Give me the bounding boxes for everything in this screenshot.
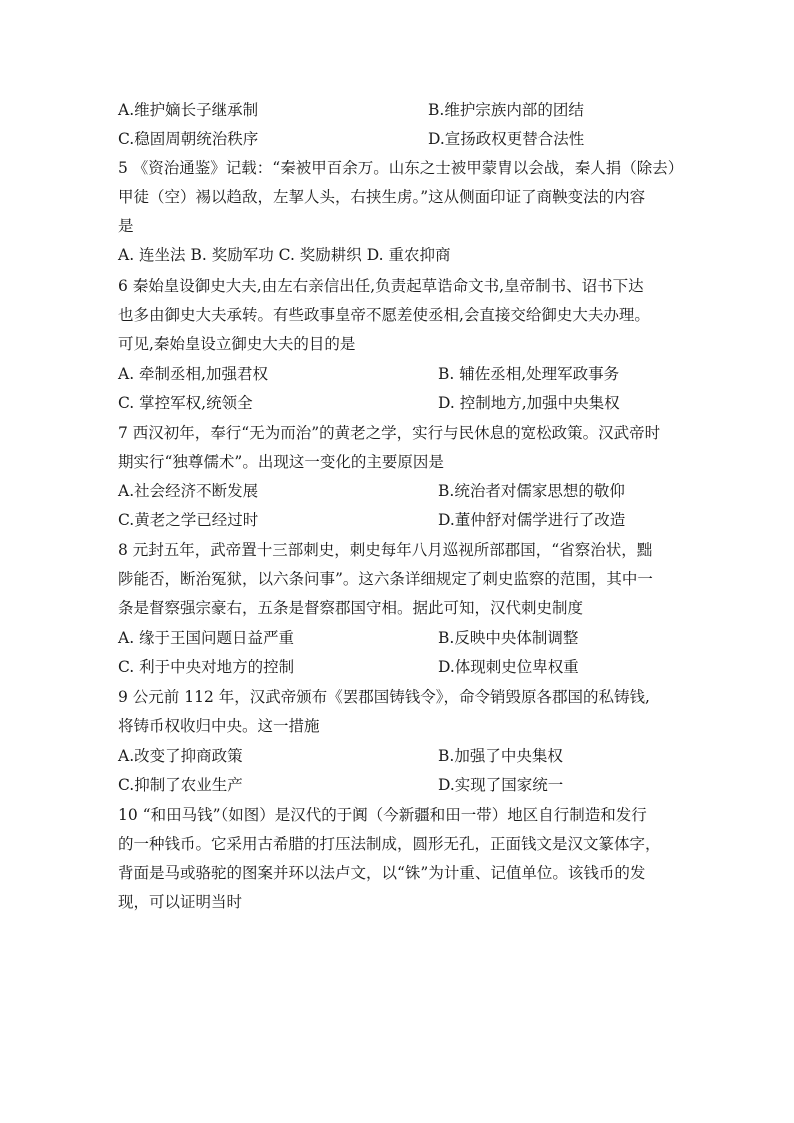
q9-options-row-1 — [118, 746, 678, 766]
q6-stem-line-1: 6 秦始皇设御史大夫,由左右亲信出任,负责起草诰命文书,皇帝制书、诏书下达 — [118, 277, 644, 295]
q9-option-b: B.加强了中央集权 — [438, 747, 563, 765]
q9-options-row-2 — [118, 775, 678, 795]
q5-stem-line-2: 甲徒（空）裼以趋敌，左挈人头，右挟生虏。”这从侧面印证了商鞅变法的内容 — [118, 188, 646, 206]
q7-option-d: D.董仲舒对儒学进行了改造 — [438, 511, 626, 529]
q8-option-c: C. 利于中央对地方的控制 — [118, 658, 295, 676]
q4-option-a: A.维护嫡长子继承制 — [118, 101, 259, 119]
q7-options-row-2 — [118, 510, 678, 530]
q9-stem-line-1: 9 公元前 112 年，汉武帝颁布《罢郡国铸钱令》，命令销毁原各郡国的私铸钱, — [118, 688, 650, 706]
q6-option-c: C. 掌控军权,统领全 — [118, 394, 253, 412]
q8-options-row-2 — [118, 657, 678, 677]
q7-options-row-1 — [118, 481, 678, 501]
q8-stem-line-1: 8 元封五年，武帝置十三部刺史，刺史每年八月巡视所部郡国，“省察治状，黜 — [118, 541, 653, 559]
q6-option-a: A. 牵制丞相,加强君权 — [118, 365, 268, 383]
q4-option-d: D.宣扬政权更替合法性 — [428, 130, 585, 148]
q8-stem-line-2: 陟能否，断治冤狱，以六条问事”。这六条详细规定了刺史监察的范围，其中一 — [118, 570, 653, 588]
q6-options-row-2 — [118, 393, 678, 413]
q5-stem-line-1: 5 《资治通鉴》记载：“秦被甲百余万。山东之士被甲蒙胄以会战，秦人捐（除去） — [118, 159, 684, 177]
q6-option-d: D. 控制地方,加强中央集权 — [438, 394, 620, 412]
q9-stem-line-2: 将铸币权收归中央。这一措施 — [118, 717, 320, 735]
q8-stem-line-3: 条是督察强宗豪右，五条是督察郡国守相。据此可知，汉代刺史制度 — [118, 599, 584, 617]
q8-option-b: B.反映中央体制调整 — [438, 629, 579, 647]
q8-options-row-1 — [118, 628, 678, 648]
q5-options: A. 连坐法 B. 奖励军功 C. 奖励耕织 D. 重农抑商 — [118, 246, 451, 264]
q7-stem-line-2: 期实行“独尊儒术”。出现这一变化的主要原因是 — [118, 453, 444, 471]
q7-option-a: A.社会经济不断发展 — [118, 482, 259, 500]
q4-option-b: B.维护宗族内部的团结 — [428, 101, 584, 119]
q8-option-a: A. 缘于王国问题日益严重 — [118, 629, 295, 647]
q7-option-c: C.黄老之学已经过时 — [118, 511, 259, 529]
q4-option-c: C.稳固周朝统治秩序 — [118, 130, 259, 148]
q7-option-b: B.统治者对儒家思想的敬仰 — [438, 482, 625, 500]
q9-option-d: D.实现了国家统一 — [438, 776, 564, 794]
q10-stem-line-3: 背面是马或骆驼的图案并环以法卢文，以“铢”为计重、记值单位。该钱币的发 — [118, 864, 646, 882]
q4-options-row-1 — [118, 100, 678, 120]
q10-stem-line-2: 的一种钱币。它采用古希腊的打压法制成，圆形无孔，正面钱文是汉文篆体字， — [118, 835, 661, 853]
q5-stem-line-3: 是 — [118, 217, 134, 235]
q6-stem-line-2: 也多由御史大夫承转。有些政事皇帝不愿差使丞相,会直接交给御史大夫办理。 — [118, 306, 650, 324]
q10-stem-line-4: 现，可以证明当时 — [118, 893, 243, 911]
q8-option-d: D.体现刺史位卑权重 — [438, 658, 579, 676]
q4-options-row-2 — [118, 129, 678, 149]
q6-options-row-1 — [118, 364, 678, 384]
q9-option-c: C.抑制了农业生产 — [118, 776, 243, 794]
q10-stem-line-1: 10 “和田马钱”（如图）是汉代的于阗（今新疆和田一带）地区自行制造和发行 — [118, 806, 647, 824]
q6-option-b: B. 辅佐丞相,处理军政事务 — [438, 365, 620, 383]
q7-stem-line-1: 7 西汉初年，奉行“无为而治”的黄老之学，实行与民休息的宽松政策。汉武帝时 — [118, 424, 661, 442]
q9-option-a: A.改变了抑商政策 — [118, 747, 243, 765]
q6-stem-line-3: 可见,秦始皇设立御史大夫的目的是 — [118, 335, 356, 353]
